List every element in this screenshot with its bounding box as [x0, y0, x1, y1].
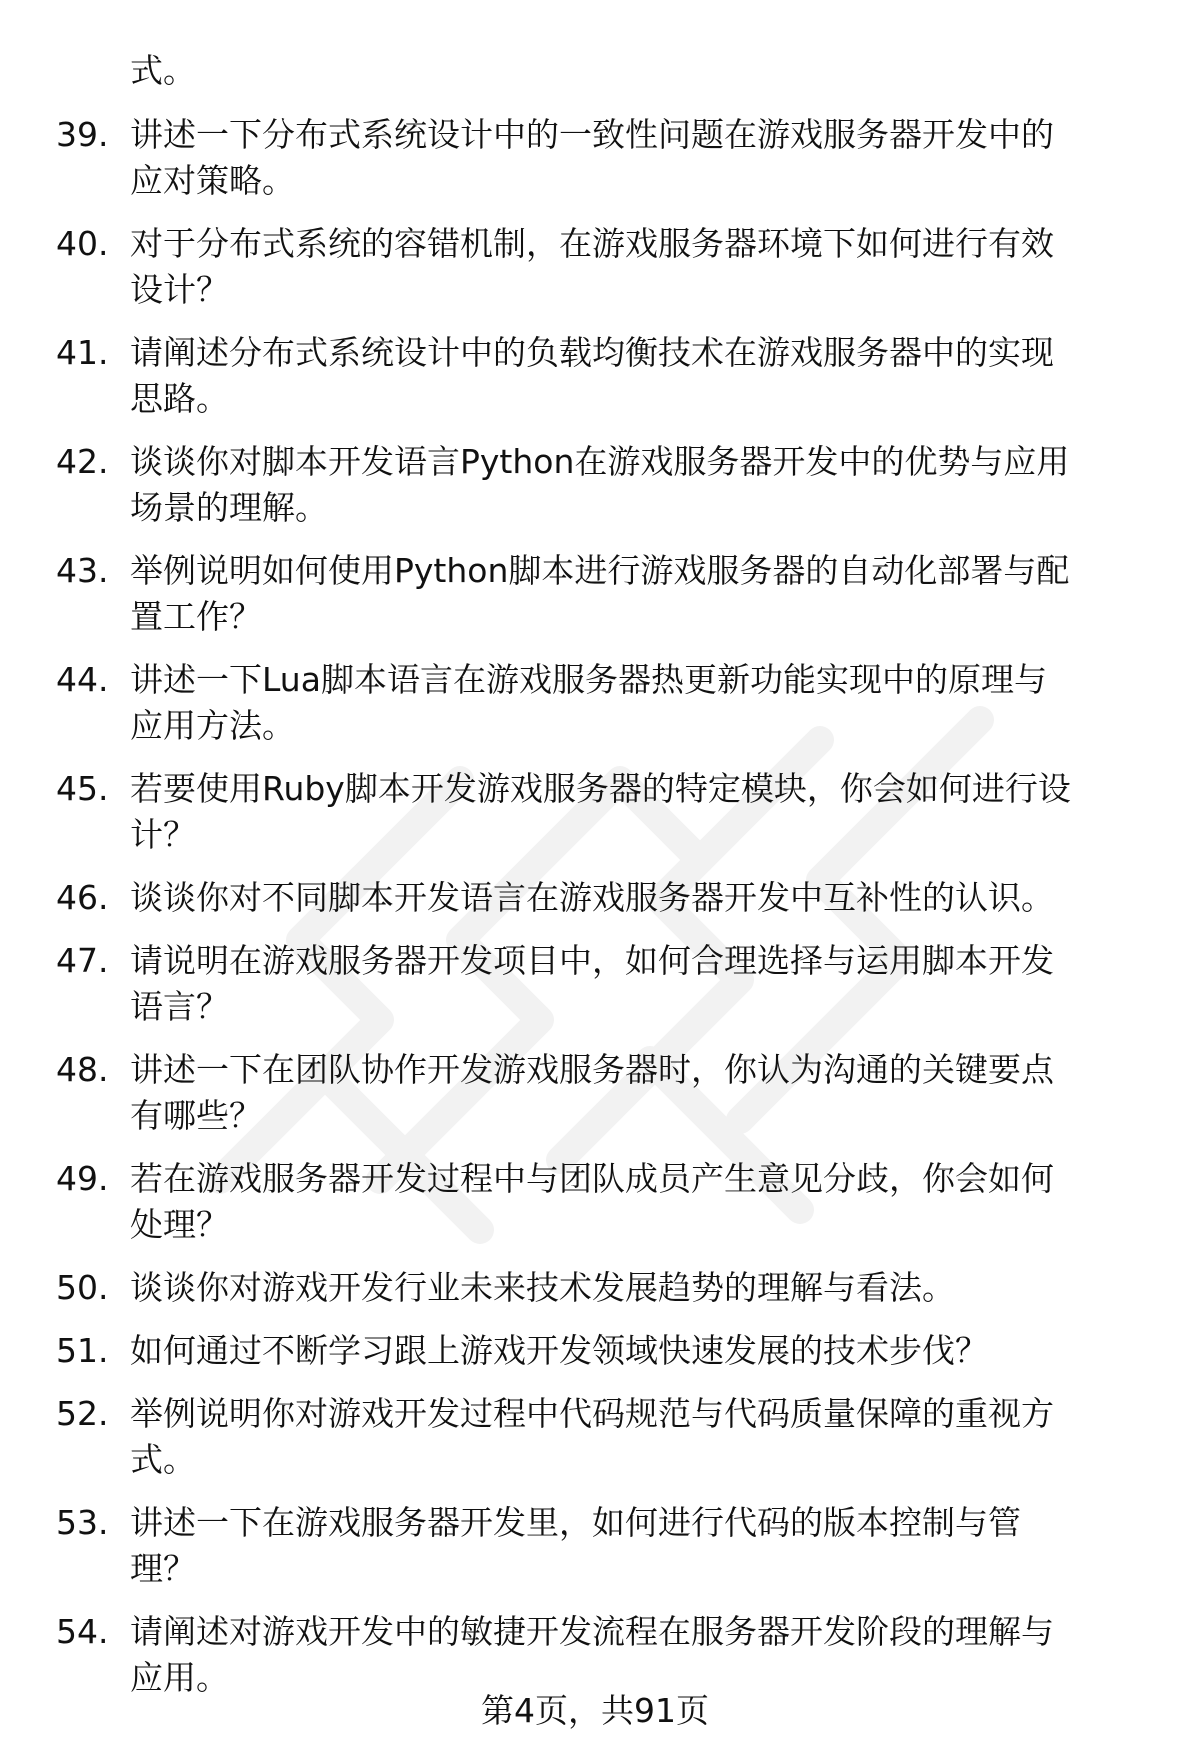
- list-item: [56, 875, 1166, 938]
- list-item: [56, 1265, 1166, 1328]
- question-number: 41.: [56, 333, 109, 372]
- list-item: [56, 221, 1166, 330]
- question-number: 42.: [56, 442, 109, 481]
- list-item: [56, 439, 1166, 548]
- question-text: 对于分布式系统的容错机制，在游戏服务器环境下如何进行有效 设计？: [130, 224, 1054, 309]
- question-text: 谈谈你对游戏开发行业未来技术发展趋势的理解与看法。: [130, 1268, 955, 1307]
- question-text: 举例说明你对游戏开发过程中代码规范与代码质量保障的重视方 式。: [130, 1394, 1054, 1479]
- question-text: 讲述一下在团队协作开发游戏服务器时，你认为沟通的关键要点 有哪些？: [130, 1050, 1054, 1135]
- list-item: [56, 112, 1166, 221]
- question-text: 请阐述分布式系统设计中的负载均衡技术在游戏服务器中的实现 思路。: [130, 333, 1054, 418]
- question-number: 44.: [56, 660, 109, 699]
- question-text: 举例说明如何使用Python脚本进行游戏服务器的自动化部署与配 置工作？: [130, 551, 1070, 636]
- question-text: 如何通过不断学习跟上游戏开发领域快速发展的技术步伐？: [130, 1331, 988, 1370]
- list-item: [56, 1391, 1166, 1500]
- question-number: 43.: [56, 551, 109, 590]
- question-list: [56, 112, 1166, 1718]
- question-number: 39.: [56, 115, 109, 154]
- question-number: 53.: [56, 1503, 109, 1542]
- list-item: [56, 766, 1166, 875]
- question-text: 谈谈你对不同脚本开发语言在游戏服务器开发中互补性的认识。: [130, 878, 1054, 917]
- question-text: 谈谈你对脚本开发语言Python在游戏服务器开发中的优势与应用 场景的理解。: [130, 442, 1070, 527]
- question-number: 54.: [56, 1612, 109, 1651]
- question-text: 讲述一下分布式系统设计中的一致性问题在游戏服务器开发中的 应对策略。: [130, 115, 1054, 200]
- question-text: 若要使用Ruby脚本开发游戏服务器的特定模块，你会如何进行设 计？: [130, 769, 1071, 854]
- question-number: 45.: [56, 769, 109, 808]
- question-number: 47.: [56, 941, 109, 980]
- list-item: [56, 1500, 1166, 1609]
- question-number: 52.: [56, 1394, 109, 1433]
- question-number: 48.: [56, 1050, 109, 1089]
- question-number: 50.: [56, 1268, 109, 1307]
- question-number: 40.: [56, 224, 109, 263]
- list-item: [56, 1328, 1166, 1391]
- page-footer: 第4页，共91页: [481, 1691, 709, 1730]
- question-text: 讲述一下在游戏服务器开发里，如何进行代码的版本控制与管 理？: [130, 1503, 1021, 1588]
- question-text: 讲述一下Lua脚本语言在游戏服务器热更新功能实现中的原理与 应用方法。: [130, 660, 1047, 745]
- question-number: 49.: [56, 1159, 109, 1198]
- question-number: 51.: [56, 1331, 109, 1370]
- list-item: [56, 1156, 1166, 1265]
- list-item: [56, 657, 1166, 766]
- list-item: [56, 1047, 1166, 1156]
- list-item: [56, 330, 1166, 439]
- question-text: 请阐述对游戏开发中的敏捷开发流程在服务器开发阶段的理解与 应用。: [130, 1612, 1054, 1697]
- list-item: [56, 548, 1166, 657]
- question-text: 若在游戏服务器开发过程中与团队成员产生意见分歧，你会如何 处理？: [130, 1159, 1054, 1244]
- continued-text: 式。: [130, 51, 196, 90]
- question-text: 请说明在游戏服务器开发项目中，如何合理选择与运用脚本开发 语言？: [130, 941, 1054, 1026]
- question-number: 46.: [56, 878, 109, 917]
- list-item: [56, 938, 1166, 1047]
